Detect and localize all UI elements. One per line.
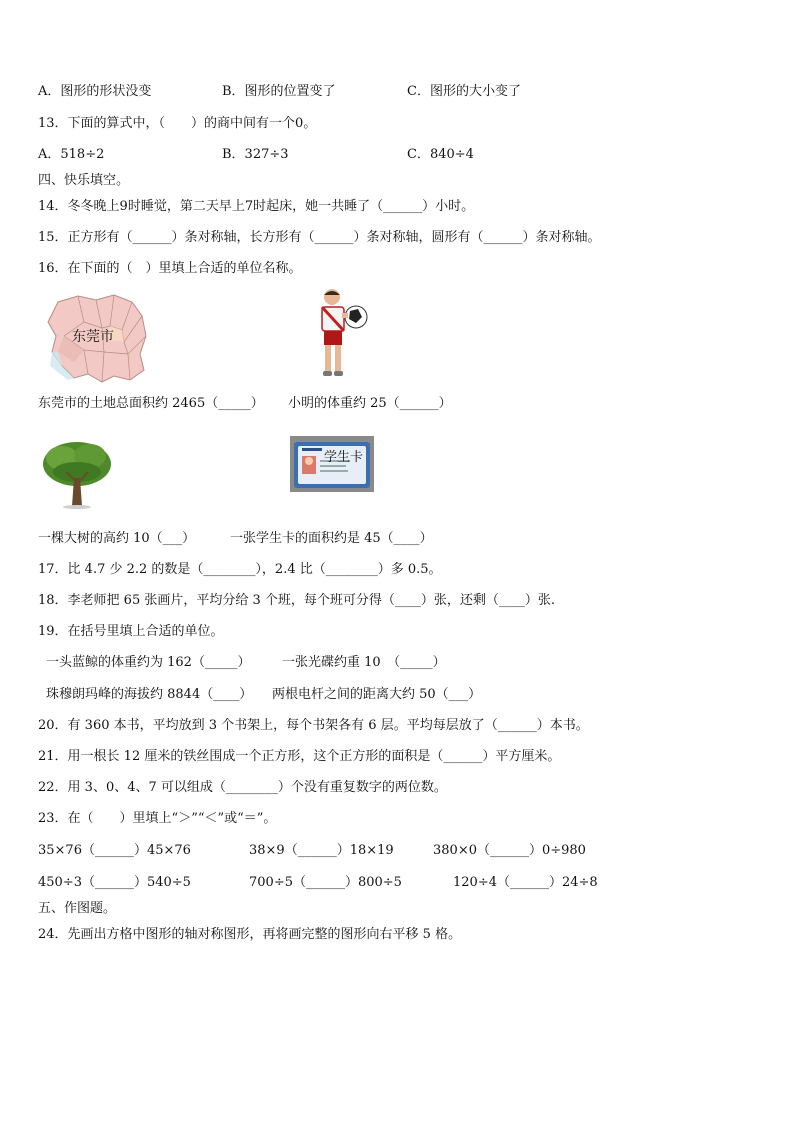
q16-line2-left: 一棵大树的高约 10（___） bbox=[38, 531, 196, 546]
q23-r1-c2: 38×9（______）18×19 bbox=[249, 843, 394, 858]
q12-option-c: C．图形的大小变了 bbox=[407, 84, 521, 99]
q23-r1-c3: 380×0（______）0÷980 bbox=[433, 843, 586, 858]
q19-line2-right: 两根电杆之间的距离大约 50（___） bbox=[272, 687, 482, 702]
q16-line1-right: 小明的体重约 25（______） bbox=[288, 396, 452, 411]
q18: 18．李老师把 65 张画片，平均分给 3 个班，每个班可分得（____）张，还剩（____）张. bbox=[38, 593, 556, 608]
q14: 14．冬冬晚上9时睡觉，第二天早上7时起床，她一共睡了（______）小时。 bbox=[38, 199, 475, 214]
q16-line2-right: 一张学生卡的面积约是 45（____） bbox=[230, 531, 433, 546]
boy-with-ball-image bbox=[314, 287, 368, 381]
q24: 24．先画出方格中图形的轴对称图形，再将画完整的图形向右平移 5 格。 bbox=[38, 927, 462, 942]
section-5-heading: 五、作图题。 bbox=[38, 901, 117, 916]
q19-line2-left: 珠穆朗玛峰的海拔约 8844（____） bbox=[46, 687, 253, 702]
q15: 15．正方形有（______）条对称轴，长方形有（______）条对称轴，圆形有（______）条对称轴。 bbox=[38, 230, 601, 245]
q12-option-b: B．图形的位置变了 bbox=[222, 84, 336, 99]
q13-option-a: A．518÷2 bbox=[38, 147, 105, 162]
q17: 17．比 4.7 少 2.2 的数是（________），2.4 比（________）多 0.5。 bbox=[38, 562, 442, 577]
q23-r2-c3: 120÷4（______）24÷8 bbox=[453, 875, 598, 890]
q23-r2-c2: 700÷5（______）800÷5 bbox=[249, 875, 402, 890]
q22: 22．用 3、0、4、7 可以组成（________）个没有重复数字的两位数。 bbox=[38, 780, 447, 795]
q16-stem: 16．在下面的（ ）里填上合适的单位名称。 bbox=[38, 261, 302, 276]
q23-stem: 23．在（ ）里填上“＞”“＜”或“＝”。 bbox=[38, 811, 277, 826]
q13-option-b: B．327÷3 bbox=[222, 147, 289, 162]
tree-image bbox=[40, 438, 114, 512]
map-label: 东莞市 bbox=[72, 329, 114, 345]
q13-stem: 13．下面的算式中，（ ）的商中间有一个0。 bbox=[38, 116, 317, 131]
q19-line1-right: 一张光碟约重 10 （_____） bbox=[282, 655, 446, 670]
q21: 21．用一根长 12 厘米的铁丝围成一个正方形，这个正方形的面积是（______）平方厘米。 bbox=[38, 749, 561, 764]
card-label: 学生卡 bbox=[324, 450, 364, 465]
q16-line1-left: 东莞市的土地总面积约 2465（_____） bbox=[38, 396, 264, 411]
dongguan-map-image bbox=[44, 292, 154, 384]
q23-r1-c1: 35×76（______）45×76 bbox=[38, 843, 191, 858]
section-4-heading: 四、快乐填空。 bbox=[38, 173, 130, 188]
q20: 20．有 360 本书，平均放到 3 个书架上，每个书架各有 6 层。平均每层放了（______）本书。 bbox=[38, 718, 589, 733]
q19-stem: 19．在括号里填上合适的单位。 bbox=[38, 624, 224, 639]
q13-option-c: C．840÷4 bbox=[407, 147, 474, 162]
student-card-image bbox=[290, 436, 374, 492]
q23-r2-c1: 450÷3（______）540÷5 bbox=[38, 875, 191, 890]
q12-option-a: A．图形的形状没变 bbox=[38, 84, 152, 99]
q19-line1-left: 一头蓝鲸的体重约为 162（_____） bbox=[46, 655, 251, 670]
